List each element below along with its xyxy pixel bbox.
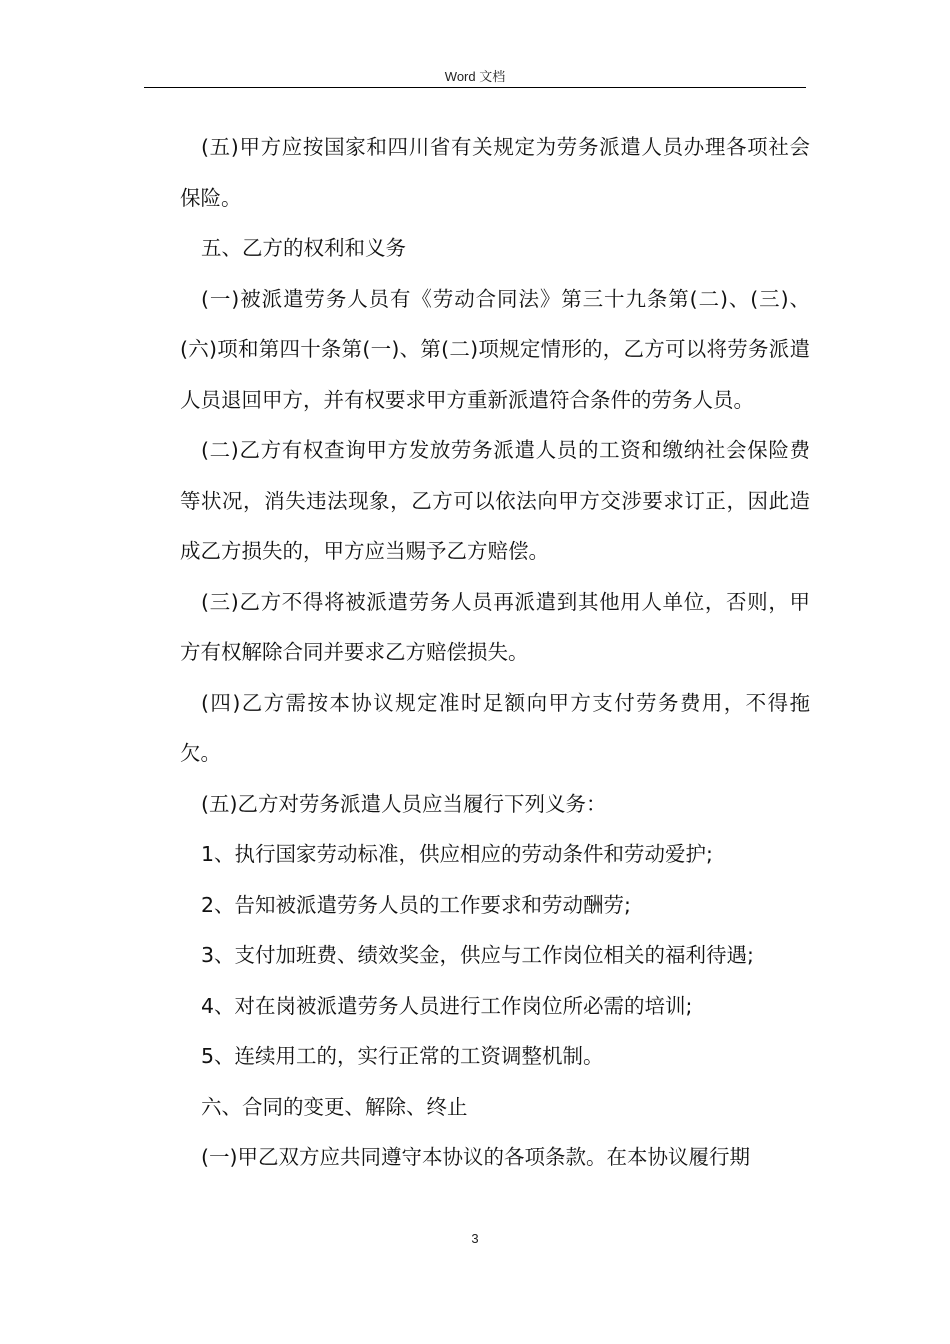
paragraph: (一)甲乙双方应共同遵守本协议的各项条款。在本协议履行期 [201,1145,750,1169]
paragraph: (三)乙方不得将被派遣劳务人员再派遣到其他用人单位，否则，甲方有权解除合同并要求乙方赔偿损失。 [180,589,810,664]
list-item: 5、连续用工的，实行正常的工资调整机制。 [201,1044,604,1068]
page-number: 3 [471,1231,479,1246]
page-header-title: Word 文档 [444,69,506,84]
paragraph: (五)乙方对劳务派遣人员应当履行下列义务： [201,791,607,816]
paragraph: (四)乙方需按本协议规定准时足额向甲方支付劳务费用，不得拖欠。 [180,690,810,765]
section-heading: 五、乙方的权利和义务 [201,236,406,260]
list-item: 3、支付加班费、绩效奖金，供应与工作岗位相关的福利待遇; [201,943,754,967]
paragraph: (二)乙方有权查询甲方发放劳务派遣人员的工资和缴纳社会保险费等状况，消失违法现象，乙方可以依法向甲方交涉要求订正，因此造成乙方损失的，甲方应当赐予乙方赔偿。 [180,438,810,563]
list-item: 2、告知被派遣劳务人员的工作要求和劳动酬劳; [201,892,631,917]
paragraph: (五)甲方应按国家和四川省有关规定为劳务派遣人员办理各项社会保险。 [180,135,810,210]
section-heading: 六、合同的变更、解除、终止 [201,1094,468,1119]
header-divider [144,87,806,88]
paragraph: (一)被派遣劳务人员有《劳动合同法》第三十九条第(二)、(三)、(六)项和第四十条第(一)、第(二)项规定情形的，乙方可以将劳务派遣人员退回甲方，并有权要求甲方重新派遣符合条件的劳务人员。 [180,286,810,412]
list-item: 1、执行国家劳动标准，供应相应的劳动条件和劳动爱护; [201,842,713,866]
document-body [180,122,810,1183]
list-item: 4、对在岗被派遣劳务人员进行工作岗位所必需的培训; [201,993,693,1018]
